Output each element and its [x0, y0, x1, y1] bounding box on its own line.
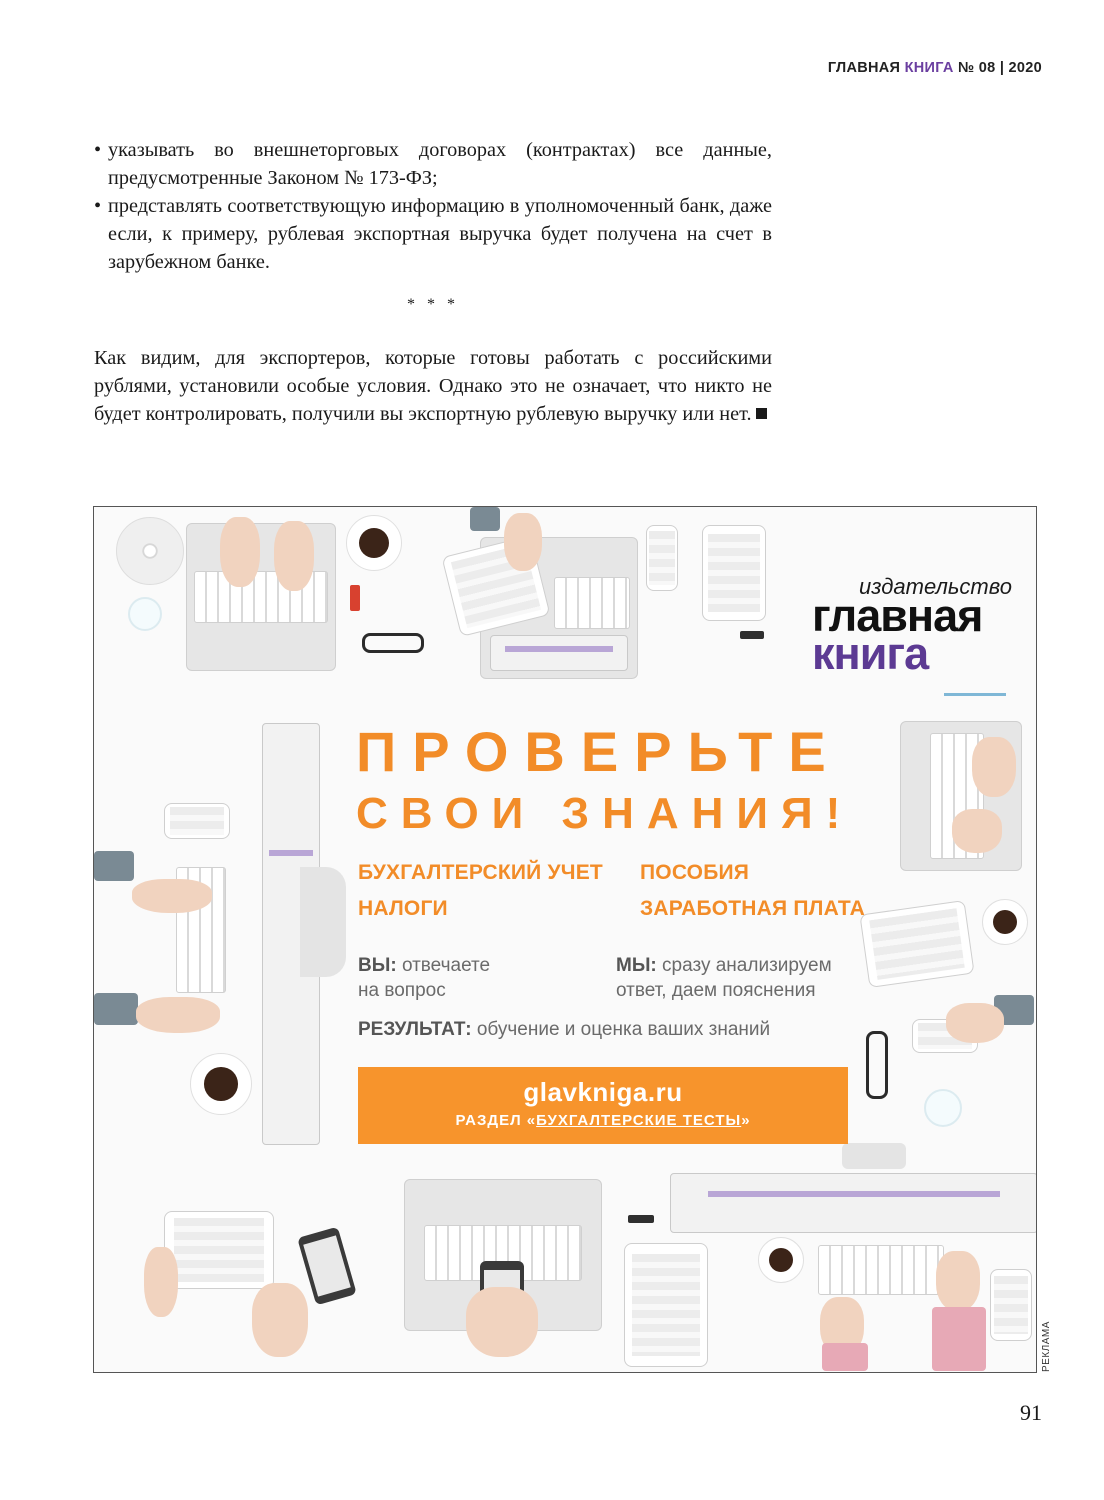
coffee-cup-image — [346, 515, 402, 571]
hand-image — [504, 513, 542, 571]
glasses-image — [362, 633, 424, 653]
you-line2: на вопрос — [358, 980, 446, 1001]
glass-image — [128, 597, 162, 631]
phone-image — [990, 1269, 1032, 1341]
header-brand-part2: КНИГА — [904, 60, 954, 76]
phone-image — [297, 1227, 357, 1306]
cta-section-link[interactable]: БУХГАЛТЕРСКИЕ ТЕСТЫ — [536, 1112, 742, 1129]
usb-stick-image — [628, 1215, 654, 1223]
hand-image — [132, 879, 212, 913]
hand-image — [972, 737, 1016, 797]
header-brand-part1: ГЛАВНАЯ — [827, 60, 901, 76]
tablet-image — [624, 1243, 708, 1367]
topic-accounting: БУХГАЛТЕРСКИЙ УЧЕТ — [358, 861, 603, 884]
hand-image — [936, 1251, 980, 1311]
we-line2: ответ, даем пояснения — [616, 980, 816, 1001]
keyboard-image — [818, 1245, 944, 1295]
you-label: ВЫ: — [358, 955, 397, 976]
paragraph-text: Как видим, для экспортеров, которые готовы работать с российскими рублями, установили особые условия. Однако это не означает, что никто не будет контролировать, получили вы экспортную рублевую выручку или нет. — [94, 347, 772, 426]
sleeve-image — [94, 851, 134, 881]
cta-section — [358, 1112, 848, 1129]
coffee-cup-image — [190, 1053, 252, 1115]
monitor-stand-image — [842, 1143, 906, 1169]
header-issue: № 08 | 2020 — [958, 60, 1042, 76]
cta-section-suffix: » — [741, 1112, 751, 1129]
usb-stick-image — [740, 631, 764, 639]
topic-salary: ЗАРАБОТНАЯ ПЛАТА — [640, 897, 865, 920]
usb-stick-image — [350, 585, 360, 611]
keyboard-image — [554, 577, 630, 629]
section-separator: * * * — [407, 296, 459, 313]
pen-image — [944, 693, 1006, 696]
bullet-list — [94, 136, 772, 276]
cta-banner[interactable] — [358, 1067, 848, 1144]
hand-image — [466, 1287, 538, 1357]
bullet-item: • указывать во внешнеторговых договорах (контрактах) все данные, предусмотренные Законом № 173-ФЗ; — [94, 136, 772, 192]
cta-url-link[interactable]: glavkniga.ru — [523, 1077, 683, 1107]
we-line1: сразу анализируем — [662, 955, 832, 976]
hand-image — [136, 997, 220, 1033]
sleeve-image — [932, 1307, 986, 1371]
screen-image — [490, 635, 628, 671]
result-text: обучение и оценка ваших знаний — [476, 1019, 771, 1040]
glass-image — [924, 1089, 962, 1127]
sleeve-image — [470, 507, 500, 531]
end-mark-icon — [756, 408, 767, 419]
coffee-cup-image — [982, 899, 1028, 945]
logo-line2: книга — [812, 628, 929, 679]
result-block — [358, 1017, 770, 1042]
sleeve-image — [94, 993, 138, 1025]
monitor-stand-image — [300, 867, 346, 977]
hand-image — [952, 809, 1002, 853]
sleeve-image — [822, 1343, 868, 1371]
tablet-image — [702, 525, 766, 621]
we-block — [616, 953, 832, 1003]
hand-image — [252, 1283, 308, 1357]
logo-subtitle: издательство — [859, 574, 1012, 599]
running-header — [828, 60, 1042, 76]
closing-paragraph — [94, 344, 772, 428]
monitor-image — [670, 1173, 1037, 1233]
glasses-image — [866, 1031, 888, 1099]
hand-image — [274, 521, 314, 591]
tablet-image — [859, 900, 974, 988]
phone-image — [646, 525, 678, 591]
logo-line1: главная — [812, 590, 983, 641]
hand-image — [946, 1003, 1004, 1043]
topic-taxes: НАЛОГИ — [358, 897, 448, 920]
ad-headline-line1: ПРОВЕРЬТЕ — [356, 720, 842, 783]
topic-benefits: ПОСОБИЯ — [640, 861, 750, 884]
hand-image — [220, 517, 260, 587]
coffee-cup-image — [758, 1237, 804, 1283]
cd-disc-image — [116, 517, 184, 585]
we-label: МЫ: — [616, 955, 657, 976]
bullet-item: • представлять соответствующую информацию в уполномоченный банк, даже если, к примеру, рублевая экспортная выручка будет получена на счет в зарубежном банке. — [94, 192, 772, 276]
cta-section-prefix: РАЗДЕЛ « — [455, 1112, 537, 1129]
result-label: РЕЗУЛЬТАТ: — [358, 1019, 472, 1040]
page-number: 91 — [1020, 1400, 1042, 1425]
hand-image — [144, 1247, 178, 1317]
ad-headline-line2: СВОИ ЗНАНИЯ! — [356, 789, 854, 838]
tablet-image — [164, 1211, 274, 1289]
you-line1: отвечаете — [401, 955, 491, 976]
publisher-logo[interactable] — [812, 574, 1032, 679]
you-block — [358, 953, 490, 1003]
ad-label: РЕКЛАМА — [1041, 1321, 1052, 1372]
phone-image — [164, 803, 230, 839]
advertisement[interactable] — [93, 506, 1037, 1373]
